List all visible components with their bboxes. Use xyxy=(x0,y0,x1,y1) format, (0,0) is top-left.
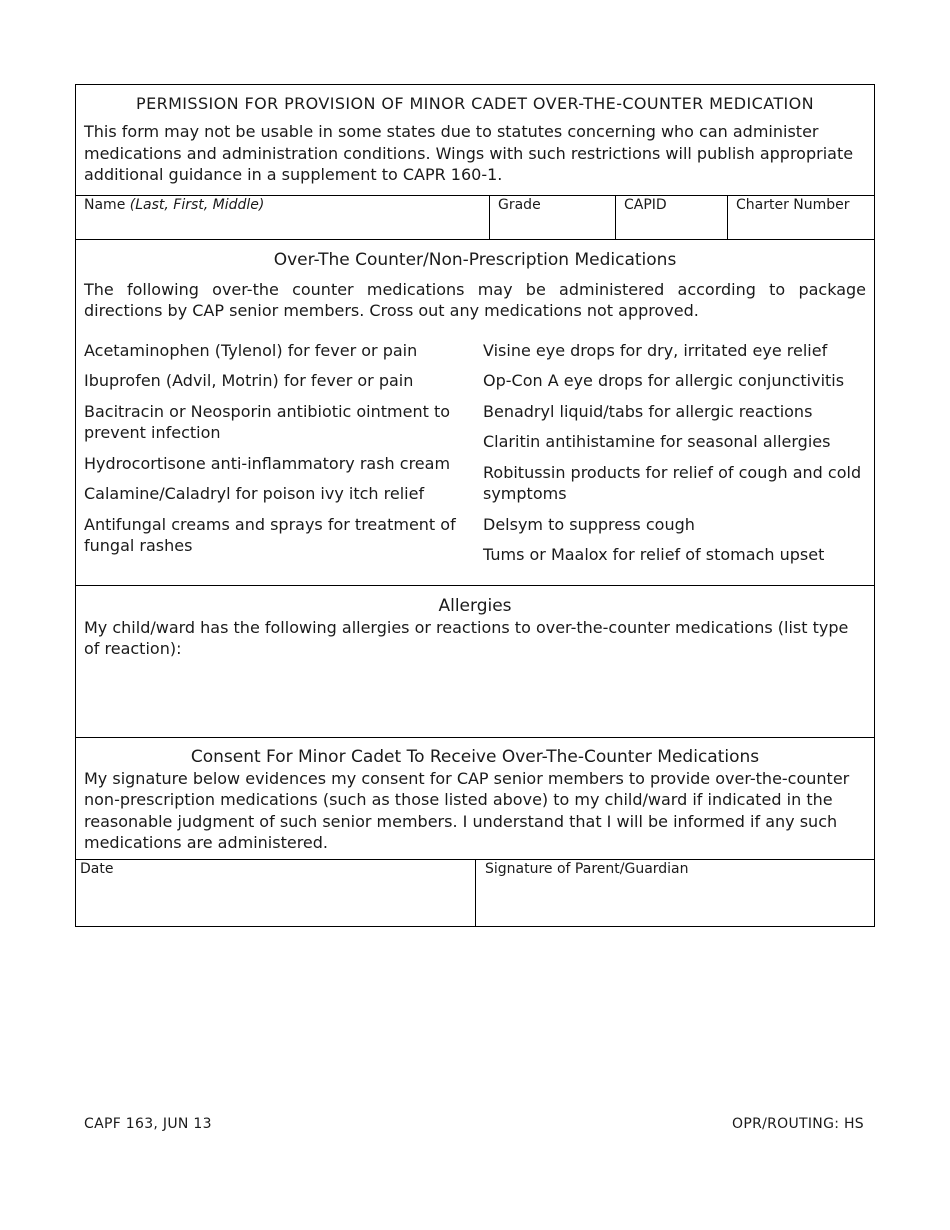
medication-item: Robitussin products for relief of cough and cold symptoms xyxy=(483,462,862,503)
charter-number-label: Charter Number xyxy=(736,196,850,213)
medication-item: Ibuprofen (Advil, Motrin) for fever or pain xyxy=(84,371,414,390)
grade-field[interactable] xyxy=(490,196,616,239)
name-field[interactable] xyxy=(76,196,490,239)
medication-item: Op-Con A eye drops for allergic conjunctivitis xyxy=(483,371,845,390)
name-label: Name xyxy=(84,196,130,213)
capid-field[interactable] xyxy=(616,196,728,239)
medication-item: Acetaminophen (Tylenol) for fever or pain xyxy=(84,340,418,360)
medication-item: Hydrocortisone anti-inflammatory rash cream xyxy=(84,453,451,473)
consent-heading: Consent For Minor Cadet To Receive Over-The-Counter Medications xyxy=(190,746,760,767)
identification-row xyxy=(76,196,874,240)
consent-text: My signature below evidences my consent for CAP senior members to provide over-the-counter non-prescription medications (such as those listed above) to my child/ward if indicated in the reasonable judgment of such senior members. I understand that I will be informed if any such medications are administered. xyxy=(84,768,850,852)
grade-label: Grade xyxy=(498,196,541,213)
form-title: PERMISSION FOR PROVISION OF MINOR CADET OVER-THE-COUNTER MEDICATION xyxy=(136,94,814,113)
allergies-text: My child/ward has the following allergies or reactions to over-the-counter medications (list type of reaction): xyxy=(84,617,849,658)
date-field[interactable] xyxy=(76,860,476,926)
medication-item: Delsym to suppress cough xyxy=(483,514,695,534)
medication-column-right xyxy=(469,340,866,575)
signature-label: Signature of Parent/Guardian xyxy=(485,860,689,877)
medication-item: Bacitracin or Neosporin antibiotic ointment to prevent infection xyxy=(84,401,451,442)
name-hint: (Last, First, Middle) xyxy=(129,196,265,213)
form-number: CAPF 163, JUN 13 xyxy=(84,1116,212,1132)
medications-section xyxy=(76,240,874,586)
routing-code: OPR/ROUTING: HS xyxy=(732,1116,864,1132)
signature-row xyxy=(76,860,874,926)
medication-item: Tums or Maalox for relief of stomach upset xyxy=(483,545,825,564)
capid-label: CAPID xyxy=(624,196,667,213)
medication-list xyxy=(76,340,874,585)
form-intro: This form may not be usable in some states due to statutes concerning who can administer medications and administration conditions. Wings with such restrictions will publish appropriate additional guidance in a supplement to CAPR 160-1. xyxy=(84,122,854,184)
form-header xyxy=(76,85,874,196)
medications-heading: Over-The Counter/Non-Prescription Medications xyxy=(273,249,677,270)
medication-column-left xyxy=(84,340,469,575)
allergies-section[interactable] xyxy=(76,586,874,738)
medication-item: Claritin antihistamine for seasonal allergies xyxy=(483,432,831,451)
medication-item: Visine eye drops for dry, irritated eye relief xyxy=(483,340,828,360)
allergies-heading: Allergies xyxy=(438,595,512,616)
medication-permission-form xyxy=(75,84,875,927)
medication-item: Antifungal creams and sprays for treatment of fungal rashes xyxy=(84,514,456,555)
date-label: Date xyxy=(80,860,114,877)
medications-description: The following over-the counter medications may be administered according to package directions by CAP senior members. Cross out any medications not approved. xyxy=(84,279,866,320)
signature-field[interactable] xyxy=(476,860,874,926)
consent-section xyxy=(76,738,874,860)
medication-item: Calamine/Caladryl for poison ivy itch relief xyxy=(84,484,425,503)
medication-item: Benadryl liquid/tabs for allergic reactions xyxy=(483,401,813,421)
charter-number-field[interactable] xyxy=(728,196,874,239)
